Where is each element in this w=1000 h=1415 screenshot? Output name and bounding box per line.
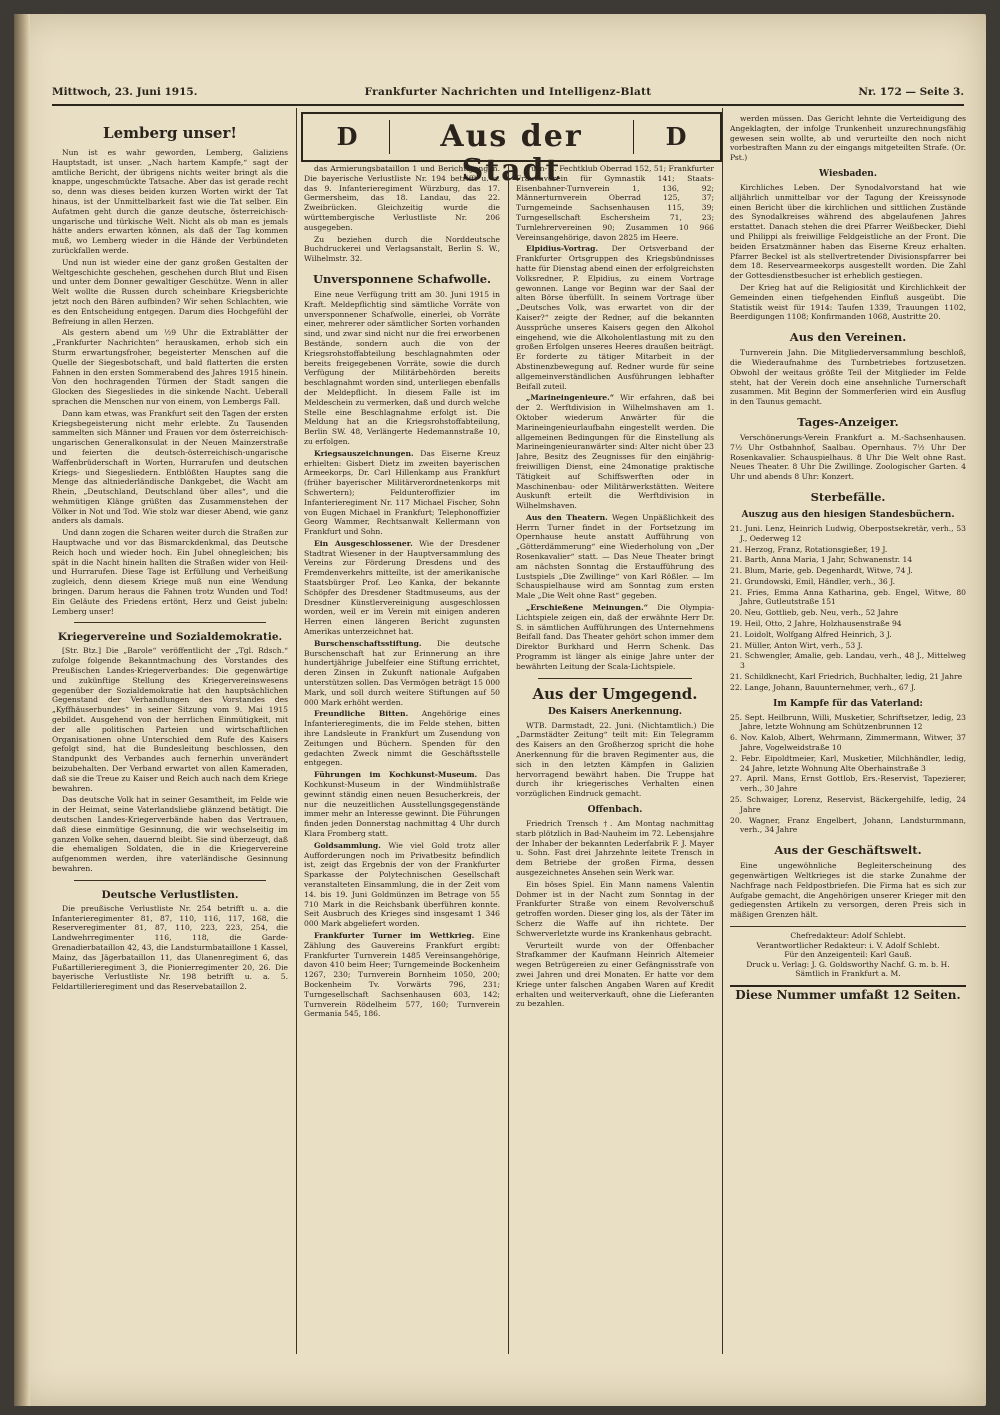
article-headline: Tages-Anzeiger. [797,414,899,429]
header-page-number: Nr. 172 — Seite 3. [858,86,964,98]
article-kicker: Kriegsauszeichnungen. [314,448,414,458]
article-kicker: „Marineingenieure.“ [526,393,615,403]
article-paragraph: Kirchliches Leben. Der Synodalvorstand hat wie alljährlich unmittelbar vor der Tagung der Kreissynode einen Bericht über die kirchlichen und sittlichen Zustände des Synodalkreises während des abgelaufenen Jahres erstattet. Danach stehen die drei Pfarrer Weißbecker, Diehl und Philippi als freiwillige Feldgeistliche an der Front. Die beiden Ersatzmänner haben das Eiserne Kreuz erhalten. Pfarrer Beckel ist als stellvertretender Divisionspfarrer bei dem 18. Reservearmeekorps ausgestellt worden. Die Zahl der Gottesdienstbesucher ist erheblich gestiegen. [730,182,966,281]
column-rule [296,108,297,1354]
header-rule [52,104,964,106]
death-notice: 21. Fries, Emma Anna Katharina, geb. Engel, Witwe, 80 Jahre, Gutleutstraße 151 [730,587,966,607]
article-paragraph [304,449,500,537]
column-1 [52,114,288,1354]
article-subheadline: Im Kampfe für das Vaterland: [773,698,923,709]
imprint-line: Chefredakteur: Adolf Schlebt. [790,931,906,940]
article-paragraph: [Str. Btz.] Die „Barole“ veröffentlicht der „Tgl. Rdsch.“ zufolge folgende Bekanntmachung des Vorstandes des Preußischen Landes-Kriegerverbandes: Die gegenwärtige und zukünftige Stellung des Kriegervereinswesens gegenüber der Sozialdemokratie hat den hauptsächlichen Gegenstand der Verhandlungen des Vorstandes des „Kyffhäuserbundes“ in seiner Sitzung vom 9. Mai 1915 gebildet. Ausgehend von der herrlichen Einmütigkeit, mit der alle politischen Parteien und wirtschaftlichen Organisationen ohne Unterschied dem Rufe des Kaisers gefolgt sind, hat die Bundesleitung beschlossen, den Standpunkt des Verbandes auch fernerhin unverändert beizubehalten. Der Verband erwartet von allen Kameraden, daß sie die Treue zu Kaiser und Reich auch nach dem Kriege bewahren. [52,646,288,793]
article-kicker: Elpidius-Vortrag. [526,244,599,254]
article-text: Das Kochkunst-Museum in der Windmühlstraße gewinnt ständig einen neuen Besucherkreis, der nur die neuzeitlichen Ausstellungsgegenstände immer mehr an Interesse gewinnt. Die Führungen finden jeden Donnerstag nachmittag 4 Uhr durch Klara Fromberg statt. [304,770,500,838]
article-paragraph [304,770,500,839]
article-paragraph: Nun ist es wahr geworden, Lemberg, Galiziens Hauptstadt, ist unser. „Nach hartem Kampfe,“ sagt der amtliche Bericht, der übrigens nichts weiter bringt als die knappe, ungeschmückte Tatsache. Aber das ist gerade recht so, denn was dieses beiden kurzen Worten wirkt der Tat hinaus, ist der Unmittelbarkeit fast wie die Tat selber. Ein Aufatmen geht durch die ganze deutsche, österreichisch-ungarische und türkische Welt. Nicht als ob man es jemals hätte anders erwarten können, als daß der Tag kommen muß, wo Lemberg wieder in die Hände der Verbündeten zurückfallen werde. [52,148,288,255]
article-text: Das Eiserne Kreuz erhielten: Gisbert Dietz im zweiten bayerischen Armeekorps, Dr. Carl Hillenkamp aus Frankfurt (früher bayerischer Militärverordnetenkorps mit Schwertern); Feldunteroffizier im Infanterieregiment Nr. 117 Michael Fischer, Sohn von Eugen Michael in Frankfurt; Telephonoffizier Georg Wammer, Rechtsanwalt Kellermann von Frankfurt und Sohn. [304,448,500,537]
page-header [52,86,964,102]
article-paragraph: Dann kam etwas, was Frankfurt seit den Tagen der ersten Kriegsbegeisterung nicht mehr erlebte. Zu Tausenden sammelten sich Männer und Frauen vor dem österreichisch-ungarischen Generalkonsulat in der Neuen Mainzerstraße und feierten die deutsch-österreichisch-ungarische Waffenbrüderschaft in Worten, Hurrarufen und deutschen Kriegs- und Siegesliedern. Entblößten Hauptes sang die Menge das altniederländische Dankgebet, die Wacht am Rhein, „Deutschland, Deutschland über alles“, und die wehmütigen Klänge grüßten das Zusammenstehen der Völker in Not und Tod. Wie stolz war dieser Abend, wie ganz anders als damals. [52,408,288,526]
article-paragraph: Ein böses Spiel. Ein Mann namens Valentin Dohmer ist in der Nacht zum Sonntag in der Frankfurter Straße von einem Revolverschuß getroffen worden. Dieser ging los, als der Täter im Scherz die Waffe auf ihn richtete. Der Schwerverletzte wurde ins Krankenhaus gebracht. [516,879,714,938]
article-paragraph: WTB. Darmstadt, 22. Juni. (Nichtamtlich.) Die „Darmstädter Zeitung“ teilt mit: Ein Telegramm des Kaisers an den Großherzog spricht die hohe Anerkennung für die braven Regimenter aus, die sich in den letzten Kämpfen in Galizien hervorragend bewährt haben. Die Truppe hat durch ihr kriegerisches Verhalten einen vorzüglichen Eindruck gemacht. [516,720,714,799]
section-masthead [301,112,722,188]
article-headline: Aus den Vereinen. [789,330,907,345]
fallen-soldier-notice: 20. Wagner, Franz Engelbert, Johann, Landsturmmann, verh., 34 Jahre [730,815,966,835]
article-paragraph [516,513,714,601]
imprint-line: Sämtlich in Frankfurt a. M. [795,969,901,979]
article-paragraph [304,539,500,637]
newspaper-page [14,14,986,1406]
article-separator [74,622,266,623]
article-paragraph: das Armierungsbataillon 1 und Berichtigungen. Die bayerische Verlustliste Nr. 194 betrifft u. a. das 9. Infanterieregiment Würzburg, das 17. Germersheim, das 18. Landau, das 22. Zweibrücken. Gleichzeitig wurde die württembergische Verlustliste Nr. 206 ausgegeben. [304,164,500,232]
death-notice: 20. Neu, Gottlieb, geb. Neu, verh., 52 Jahre [730,608,899,618]
article-headline: Deutsche Verlustlisten. [101,888,239,901]
article-headline: Wiesbaden. [819,168,877,179]
article-kicker: Burschenschaftsstiftung. [314,638,422,648]
article-kicker: Aus den Theatern. [526,512,608,522]
column-3 [516,164,714,1354]
death-notice: 21. Herzog, Franz, Rotationsgießer, 19 J. [730,544,888,554]
article-subheadline: Auszug aus den hiesigen Standesbüchern. [741,509,955,520]
imprint-line: Für den Anzeigenteil: Karl Gauß. [784,950,912,960]
article-kicker: Freundliche Bitten. [314,709,409,719]
article-headline: Lemberg unser! [103,124,237,142]
article-text: Eine Zählung des Gauvereins Frankfurt ergibt: Frankfurter Turnverein 1485 Vereinsangehörige, davon 410 beim Heer; Turngemeinde Bockenheim 1267, 230; Turnverein Bornheim 1050, 200; Bockenheim Tv. Vorwärts 796, 231; Turngesellschaft Sachsenhausen 603, 142; Turnverein Rödelheim 577, 160; Turnverein Germania 545, 186. [304,930,500,1019]
article-separator [538,678,692,679]
ornament-right: D [665,122,687,151]
article-text: Die deutsche Burschenschaft hat zur Erinnerung an ihre hundertjährige Jubelfeier eine Stiftung errichtet, deren Zinsen in Zukunft nationale Aufgaben unterstützen sollen. Das Vermögen beträgt 15 000 Mark, und soll durch weitere Stiftungen auf 50 000 Mark erhöht werden. [304,638,500,707]
fallen-list [730,713,966,836]
death-notice: 21. Juni. Lenz, Heinrich Ludwig, Oberpostsekretär, verh., 53 J., Oederweg 12 [730,523,966,543]
article-kicker: Führungen im Kochkunst-Museum. [314,770,478,780]
article-kicker: Frankfurter Turner im Wettkrieg. [314,930,475,940]
header-title: Frankfurter Nachrichten und Intelligenz-Blatt [364,86,652,98]
article-text: Wegen Unpäßlichkeit des Herrn Turner findet in der Fortsetzung im Opernhause heute anstatt Aufführung von „Götterdämmerung“ eine Wiederholung von „Der Rosenkavalier“ statt. — Das Neue Theater bringt am nächsten Sonntag die Erstaufführung des Lustspiels „Die Zwillinge“ von Karl Rößler. — Im Schauspielhause wird am Sonntag zum ersten Male „Die Welt ohne Rast“ gegeben. [516,512,714,601]
article-paragraph: Verschönerungs-Verein Frankfurt a. M.-Sachsenhausen. 7½ Uhr Ostbahnhof, Saalbau. Opernhaus. 7½ Uhr Der Rosenkavalier. Schauspielhaus. 8 Uhr Die Welt ohne Rast. Neues Theater. 8 Uhr Die Zwillinge. Zoologischer Garten. 4 Uhr und abends 8 Uhr: Konzert. [730,432,966,482]
imprint-line: Druck u. Verlag: J. G. Goldsworthy Nachf. G. m. b. H. [746,959,950,969]
article-paragraph: Eine ungewöhnliche Begleiterscheinung des gegenwärtigen Weltkrieges ist die starke Zunahme der Nachfrage nach Feldpostbriefen. Die Firma hat es sich zur Aufgabe gemacht, die Angehörigen unserer Krieger mit den gediegensten Artikeln zu versorgen, deren Preis sich in mäßigen Grenzen hält. [730,861,966,920]
death-notice: 21. Schildknecht, Karl Friedrich, Buchhalter, ledig, 21 Jahre [730,672,963,682]
death-notice: 21. Grundowski, Emil, Händler, verh., 36 J. [730,576,896,586]
fallen-soldier-notice: 2. Febr. Eipoldtmeier, Karl, Musketier, Milchhändler, ledig, 24 Jahre, letzte Wohnung Alte Oberhainstraße 3 [730,753,966,773]
page-count-note: Diese Nummer umfaßt 12 Seiten. [730,985,966,1001]
article-headline: Sterbefälle. [810,489,886,504]
article-paragraph: Eine neue Verfügung tritt am 30. Juni 1915 in Kraft. Meldepflichtig sind sämtliche Vorräte von unversponnener Schafwolle, einerlei, ob Vorräte einer, mehrerer oder sämtlicher Sorten vorhanden sind, und zwar sind nicht nur die frei erworbenen Bestände, sondern auch die von der Kriegsrohstoffabteilung beschlagnahmten oder bereits freigegebenen Vorräte, sowie die durch Verfügung der Militärbehörden bereits beschlagnahmt worden sind, unterliegen ebenfalls der Meldepflicht. In diesem Falle ist im Meldeschein zu vermerken, daß und durch welche Stelle eine Beschlagnahme erfolgt ist. Die Meldung hat an die Kriegsrohstoffabteilung, Berlin SW. 48, Verlängerte Hedemannstraße 10, zu erfolgen. [304,289,500,446]
article-paragraph: Als gestern abend um ½9 Uhr die Extrablätter der „Frankfurter Nachrichten“ herauskamen, erhob sich ein Sturm erwartungsfroher, begeisterter Menschen auf die Quelle der Siegesbotschaft, und bald flatterten die ersten Fahnen in den ersten Sommerabend des Jahres 1915 hinein. Von den hochragenden Türmen der Stadt sangen die Glocken des Siegesliedes in die sinkende Nacht. Ueberall sprachen die Menschen nur von einem, von Lembergs Fall. [52,328,288,406]
article-paragraph [304,709,500,768]
deaths-list [730,524,966,693]
article-paragraph: Und nun ist wieder eine der ganz großen Gestalten der Weltgeschichte geschehen, geschehen durch Blut und Eisen und unter dem Donner gewaltiger Geschütze. Wenn in aller Welt wollte die Russen durch scheinbare Kriegsberichte jetzt noch den Bären aufbinden? Wir sehen Schlachten, wie es den Entscheidung entgegen. Darum dies Hochgefühl der Befreiung in allen Herzen. [52,257,288,326]
fallen-soldier-notice: 25. Schwaiger, Lorenz, Reservist, Bäckergehilfe, ledig, 24 Jahre [730,795,966,814]
article-paragraph [304,931,500,1019]
article-paragraph [516,393,714,511]
ornament-left: D [336,122,358,151]
binding-edge [14,14,30,1406]
article-text: Wie der Dresdener Stadtrat Wiesener in der Hauptversammlung des Vereins zur Förderung Dresdens und des Fremdenverkehrs mitteilte, ist der amerikanische Staatsbürger Prof. Leo Kanka, der bekannte Schöpfer des Dresdener Stadtmuseums, aus der Dresdner Künstlervereinigung ausgeschlossen worden, weil er im Verein mit einigen anderen Herren einen längeren Bericht zugunsten Amerikas unterzeichnet hat. [304,538,500,637]
section-title: Aus der Stadt [389,120,634,154]
article-headline: Kriegervereine und Sozialdemokratie. [57,631,283,644]
death-notice: 21. Blum, Marie, geb. Degenhardt, Witwe, 74 J. [730,566,913,576]
column-rule [722,108,723,1354]
article-headline: Unversponnene Schafwolle. [312,271,492,286]
article-text: Der Ortsverband der Frankfurter Ortsgruppen des Kriegsbündnisses hatte für Dienstag abend einen der erfolgreichsten Volksredner, P. Elpidius, zu einem Vortrage gewonnen. Lange vor Beginn war der Saal der alten Börse überfüllt. In seinem Vortrage über „Deutsches Volk, was erwartet von dir der Kaiser?“ zeigte der Redner, auf die bekannten Aussprüche unseres Kaisers gegen den Alkohol eingehend, wie die Alkoholentlastung mit zu den großen Erfolgen unseres Heeres draußen beiträgt. Er forderte zu tätiger Mitarbeit in der Abstinenzbewegung auf. Redner wurde für seine allgemeinverständlichen Ausführungen lebhafter Beifall zuteil. [516,244,714,391]
article-paragraph: werden müssen. Das Gericht lehnte die Verteidigung des Angeklagten, der infolge Trunkenheit unzurechnungsfähig gewesen sein wollte, ab und verurteilte den noch nicht vorbestraften Mann zu der eingangs mitgeteilten Strafe. (Or. Pst.) [730,114,966,163]
imprint [730,926,966,979]
article-paragraph: Der Krieg hat auf die Religiosität und Kirchlichkeit der Gemeinden einen tiefgehenden Einfluß ausgeübt. Die Statistik weist für 1914: Taufen 1339, Trauungen 1102, Beerdigungen 1108; Konfirmanden 1068, Austritte 20. [730,282,966,322]
death-notice: 21. Schwengler, Amalie, geb. Landau, verh., 48 J., Mittelweg 3 [730,651,966,671]
header-date: Mittwoch, 23. Juni 1915. [52,86,198,98]
column-2 [304,164,500,1354]
article-paragraph: Friedrich Trensch †. Am Montag nachmittag starb plötzlich in Bad-Nauheim im 72. Lebensjahre der Inhaber der bekannten Lederfabrik F. J. Mayer u. Sohn. Fast drei Jahrzehnte leitete Trensch in dem Betriebe der großen Firma, dessen ausgezeichnetes Ansehen sein Werk war. [516,819,714,877]
fallen-soldier-notice: 6. Nov. Kalob, Albert, Wehrmann, Zimmermann, Witwer, 37 Jahre, Vogelweidstraße 10 [730,733,966,753]
article-kicker: Ein Ausgeschlossener. [314,538,413,548]
article-headline: Aus der Umgegend. [532,684,698,703]
article-paragraph [516,603,714,672]
article-paragraph: Turn- u. Fechtklub Oberrad 152, 51; Frankfurter Frauenverein für Gymnastik 141; Staats-Eisenbahner-Turnverein 1, 136, 92; Männerturnverein Oberrad 125, 37; Turngemeinde Sachsenhausen 115, 39; Turngesellschaft Eschersheim 71, 23; Turnlehrervereinen 90; Zusammen 10 966 Vereinsangehörige, davon 2825 im Heere. [516,164,714,242]
article-paragraph: Zu beziehen durch die Norddeutsche Buchdruckerei und Verlagsanstalt, Berlin S. W., Wilhelmstr. 32. [304,234,500,264]
article-subheadline: Des Kaisers Anerkennung. [547,706,683,717]
article-text: Die Olympia-Lichtspiele zeigen ein, daß der erwähnte Herr Dr. S. in sämtlichen Aufführungen des Unternehmens Beifall fand. Das Theater gehört schon immer dem Direktor Burkhard und Herrn Schenk. Das Programm ist länger als einige Jahre unter der bewährten Leitung der Scala-Lichtspiele. [516,603,714,671]
death-notice: 21. Loidolt, Wolfgang Alfred Heinrich, 3 J. [730,629,892,639]
article-paragraph: Die preußische Verlustliste Nr. 254 betrifft u. a. die Infanterieregimenter 81, 87, 110, 116, 117, 168, die Reserveregimenter 81, 87, 110, 223, 223, 254, die Landwehrregimenter 116, 118, die Garde-Grenadierbataillon 42, 43, die Landsturmbataillone 1 Kassel, Mainz, das Jägerbataillon 11, das Ulanenregiment 6, das Fußartillerieregiment 3, die Pionierregimenter 20, 26. Die bayerische Verlustliste Nr. 198 betrifft u. a. 5. Feldartillerieregiment und das Reservebataillon 2. [52,903,288,992]
article-text: Wir erfahren, daß bei der 2. Werftdivision in Wilhelmshaven am 1. Oktober wiederum Anwärter für die Marineingenieurlaufbahn eingestellt werden. Die allgemeinen Bedingungen für die Einstellung als Marineingenieuranwärter sind: Alter nicht über 23 Jahre, Besitz des Zeugnisses für den einjährig-freiwilligen Dienst, eine 24monatige praktische Tätigkeit auf Schiffswerften oder in Maschinenbau- oder Militärwerkstätten. Weitere Auskunft erteilt die Werftdivision in Wilhelmshaven. [516,393,714,511]
death-notice: 22. Lange, Johann, Bauunternehmer, verh., 67 J. [730,682,916,692]
column-4 [730,114,966,1354]
column-rule [508,164,509,1354]
article-paragraph [304,841,500,929]
article-paragraph: Turnverein Jahn. Die Mitgliederversammlung beschloß, die Wiederaufnahme des Turnbetriebes fortzusetzen. Obwohl der weitaus größte Teil der Mitglieder im Felde steht, hat der Verein doch eine ansehnliche Turnerschaft zusammen. Mit Beginn der Sommerferien wird ein Ausflug in den Taunus gemacht. [730,348,966,407]
article-paragraph [516,244,714,391]
death-notice: 19. Heil, Otto, 2 Jahre, Holzhausenstraße 94 [730,619,902,629]
fallen-soldier-notice: 27. April. Mans, Ernst Gottlob, Ers.-Reservist, Tapezierer, verh., 30 Jahre [730,774,966,794]
article-text: Wie viel Gold trotz aller Aufforderungen noch im Privatbesitz befindlich ist, zeigt das Ergebnis der von der Frankfurter Sparkasse der Polytechnischen Gesellschaft veranstalteten Einsammlung, die in der Zeit vom 14. bis 19. Juni Goldmünzen im Betrage von 55 710 Mark in die Reichsbank überführen konnte. Seit Ausbruch des Krieges sind insgesamt 1 346 000 Mark abgeliefert worden. [304,840,500,929]
article-subheadline: Offenbach. [587,805,643,816]
article-paragraph [304,639,500,708]
imprint-line: Verantwortlicher Redakteur: i. V. Adolf Schlebt. [756,940,940,950]
article-paragraph: Das deutsche Volk hat in seiner Gesamtheit, im Felde wie in der Heimat, seine Vaterlandsliebe glänzend betätigt. Die deutschen Landes-Kriegerverbände haben das Vertrauen, daß diese einmütige Gesinnung, die wir wechselseitig im ganzen Volke sehen, dauernd bleibt. Sie sind überzeugt, daß die ehemaligen Soldaten, die in die Kriegervereine aufgenommen werden, ihre vaterländische Gesinnung bewahren. [52,795,288,873]
article-kicker: „Erschießene Meinungen.“ [526,603,649,613]
fallen-soldier-notice: 25. Sept. Heilbrunn, Willi, Musketier, Schriftsetzer, ledig, 23 Jahre, letzte Wohnung am Schützenbrunnen 12 [730,712,966,732]
death-notice: 21. Müller, Anton Wirt, verh., 53 J. [730,640,863,650]
death-notice: 21. Barth, Anna Maria, 1 Jahr, Schwanenstr. 14 [730,555,913,565]
article-paragraph: Und dann zogen die Scharen weiter durch die Straßen zur Hauptwache und vor das Bismarckdenkmal, das Deutsche Reich hoch und wieder hoch. Ein Jubel ohnegleichen; bis spät in die Nacht hinein hallten die Straßen wider von Heil- und Hurrarufen. Diese Tage ist Erfüllung und Verheißung zugleich, denn diesem Kriege muß nun eine Wendung bringen. Darum heraus die Fahnen trotz Wunden und Tod! Ein Geläute des Friedens ertönt, Herz und Geist jubeln: Lemberg unser! [52,528,288,616]
article-headline: Aus der Geschäftswelt. [774,843,922,858]
article-kicker: Goldsammlung. [314,840,381,850]
article-text: Angehörige eines Infanterieregiments, die im Felde stehen, bitten ihre Landsleute in Frankfurt um Zusendung von Zeitungen und Büchern. Spenden für den gedachten Zweck nimmt die Geschäftsstelle entgegen. [304,709,500,768]
article-paragraph: Verurteilt wurde von der Offenbacher Strafkammer der Kaufmann Heinrich Altemeier wegen Betrügereien zu einer Gefängnisstrafe von zwei Jahren und drei Monaten. Er hatte vor dem Kriege unter falschen Angaben Waren auf Kredit erhalten und weiterverkauft, ohne die Lieferanten zu bezahlen. [516,940,714,1009]
article-separator [74,880,266,881]
